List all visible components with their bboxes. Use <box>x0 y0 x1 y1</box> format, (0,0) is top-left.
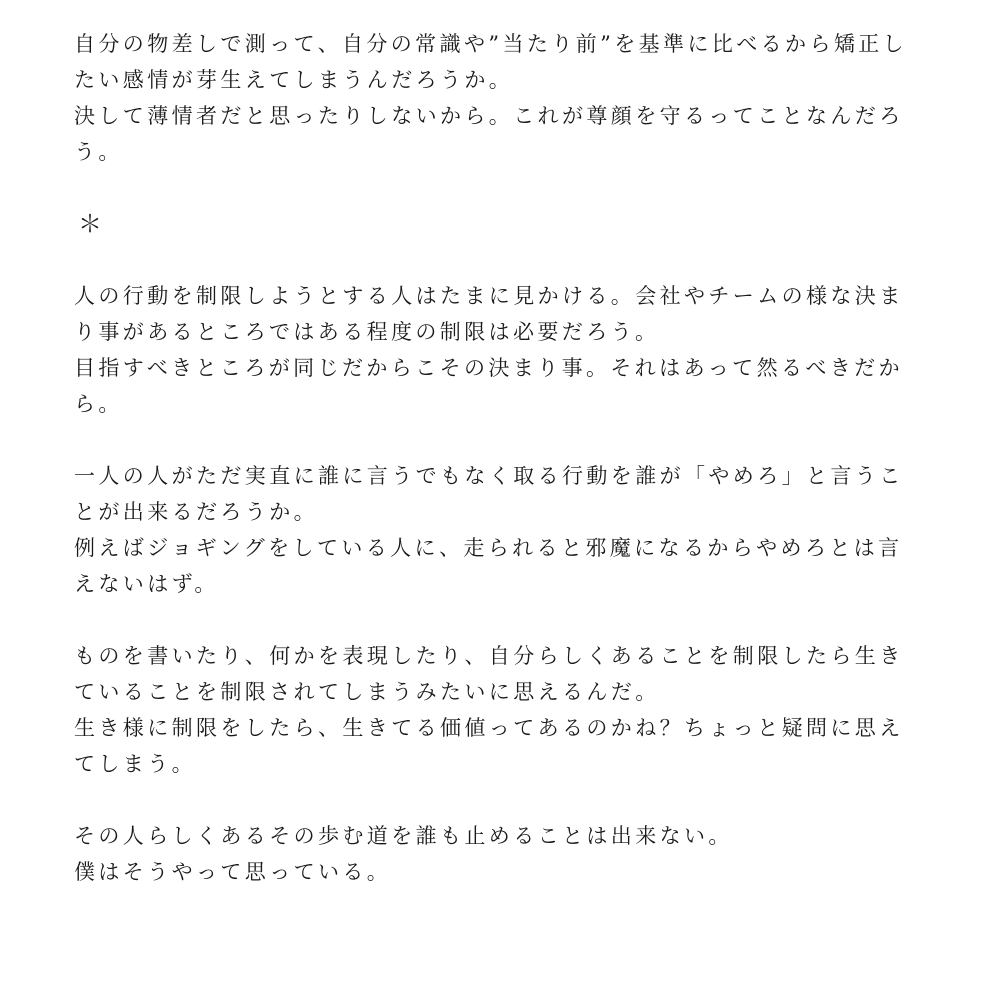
text-line: その人らしくあるその歩む道を誰も止めることは出来ない。 <box>74 824 733 848</box>
text-line: 例えばジョギングをしている人に、走られると邪魔になるからやめろとは言 <box>74 536 903 560</box>
paragraph <box>74 638 934 782</box>
text-line: 僕はそうやって思っている。 <box>74 860 392 884</box>
text-line: 一人の人がただ実直に誰に言うでもなく取る行動を誰が「やめろ」と言うこ <box>74 464 904 488</box>
text-line: 生き様に制限をしたら、生きてる価値ってあるのかね？ちょっと疑問に思え <box>74 716 904 740</box>
spacer <box>74 242 934 278</box>
text-line: ものを書いたり、何かを表現したり、自分らしくあることを制限したら生き <box>74 644 904 668</box>
text-line: とが出来るだろうか。 <box>74 500 318 524</box>
text-line: 決して薄情者だと思ったりしないから。これが尊顔を守るってことなんだろ <box>74 104 904 128</box>
text-line: ら。 <box>74 392 123 416</box>
paragraph <box>74 818 934 890</box>
text-line: ていることを制限されてしまうみたいに思えるんだ。 <box>74 680 660 704</box>
spacer <box>74 782 934 818</box>
paragraph <box>74 278 934 422</box>
section-separator: ＊ <box>78 210 102 238</box>
text-line: 人の行動を制限しようとする人はたまに見かける。会社やチームの様な決ま <box>74 284 904 308</box>
article-body <box>74 26 934 890</box>
paragraph <box>74 458 934 602</box>
spacer <box>74 170 934 206</box>
text-line: 自分の物差しで測って、自分の常識や”当たり前”を基準に比べるから矯正し <box>74 32 908 56</box>
spacer <box>74 422 934 458</box>
text-line: う。 <box>74 140 123 164</box>
text-line: たい感情が芽生えてしまうんだろうか。 <box>74 68 514 92</box>
spacer <box>74 602 934 638</box>
text-line: り事があるところではある程度の制限は必要だろう。 <box>74 320 660 344</box>
paragraph <box>74 26 934 170</box>
text-line: えないはず。 <box>74 572 219 596</box>
text-line: てしまう。 <box>74 752 196 776</box>
text-line: 目指すべきところが同じだからこその決まり事。それはあって然るべきだか <box>74 356 903 380</box>
